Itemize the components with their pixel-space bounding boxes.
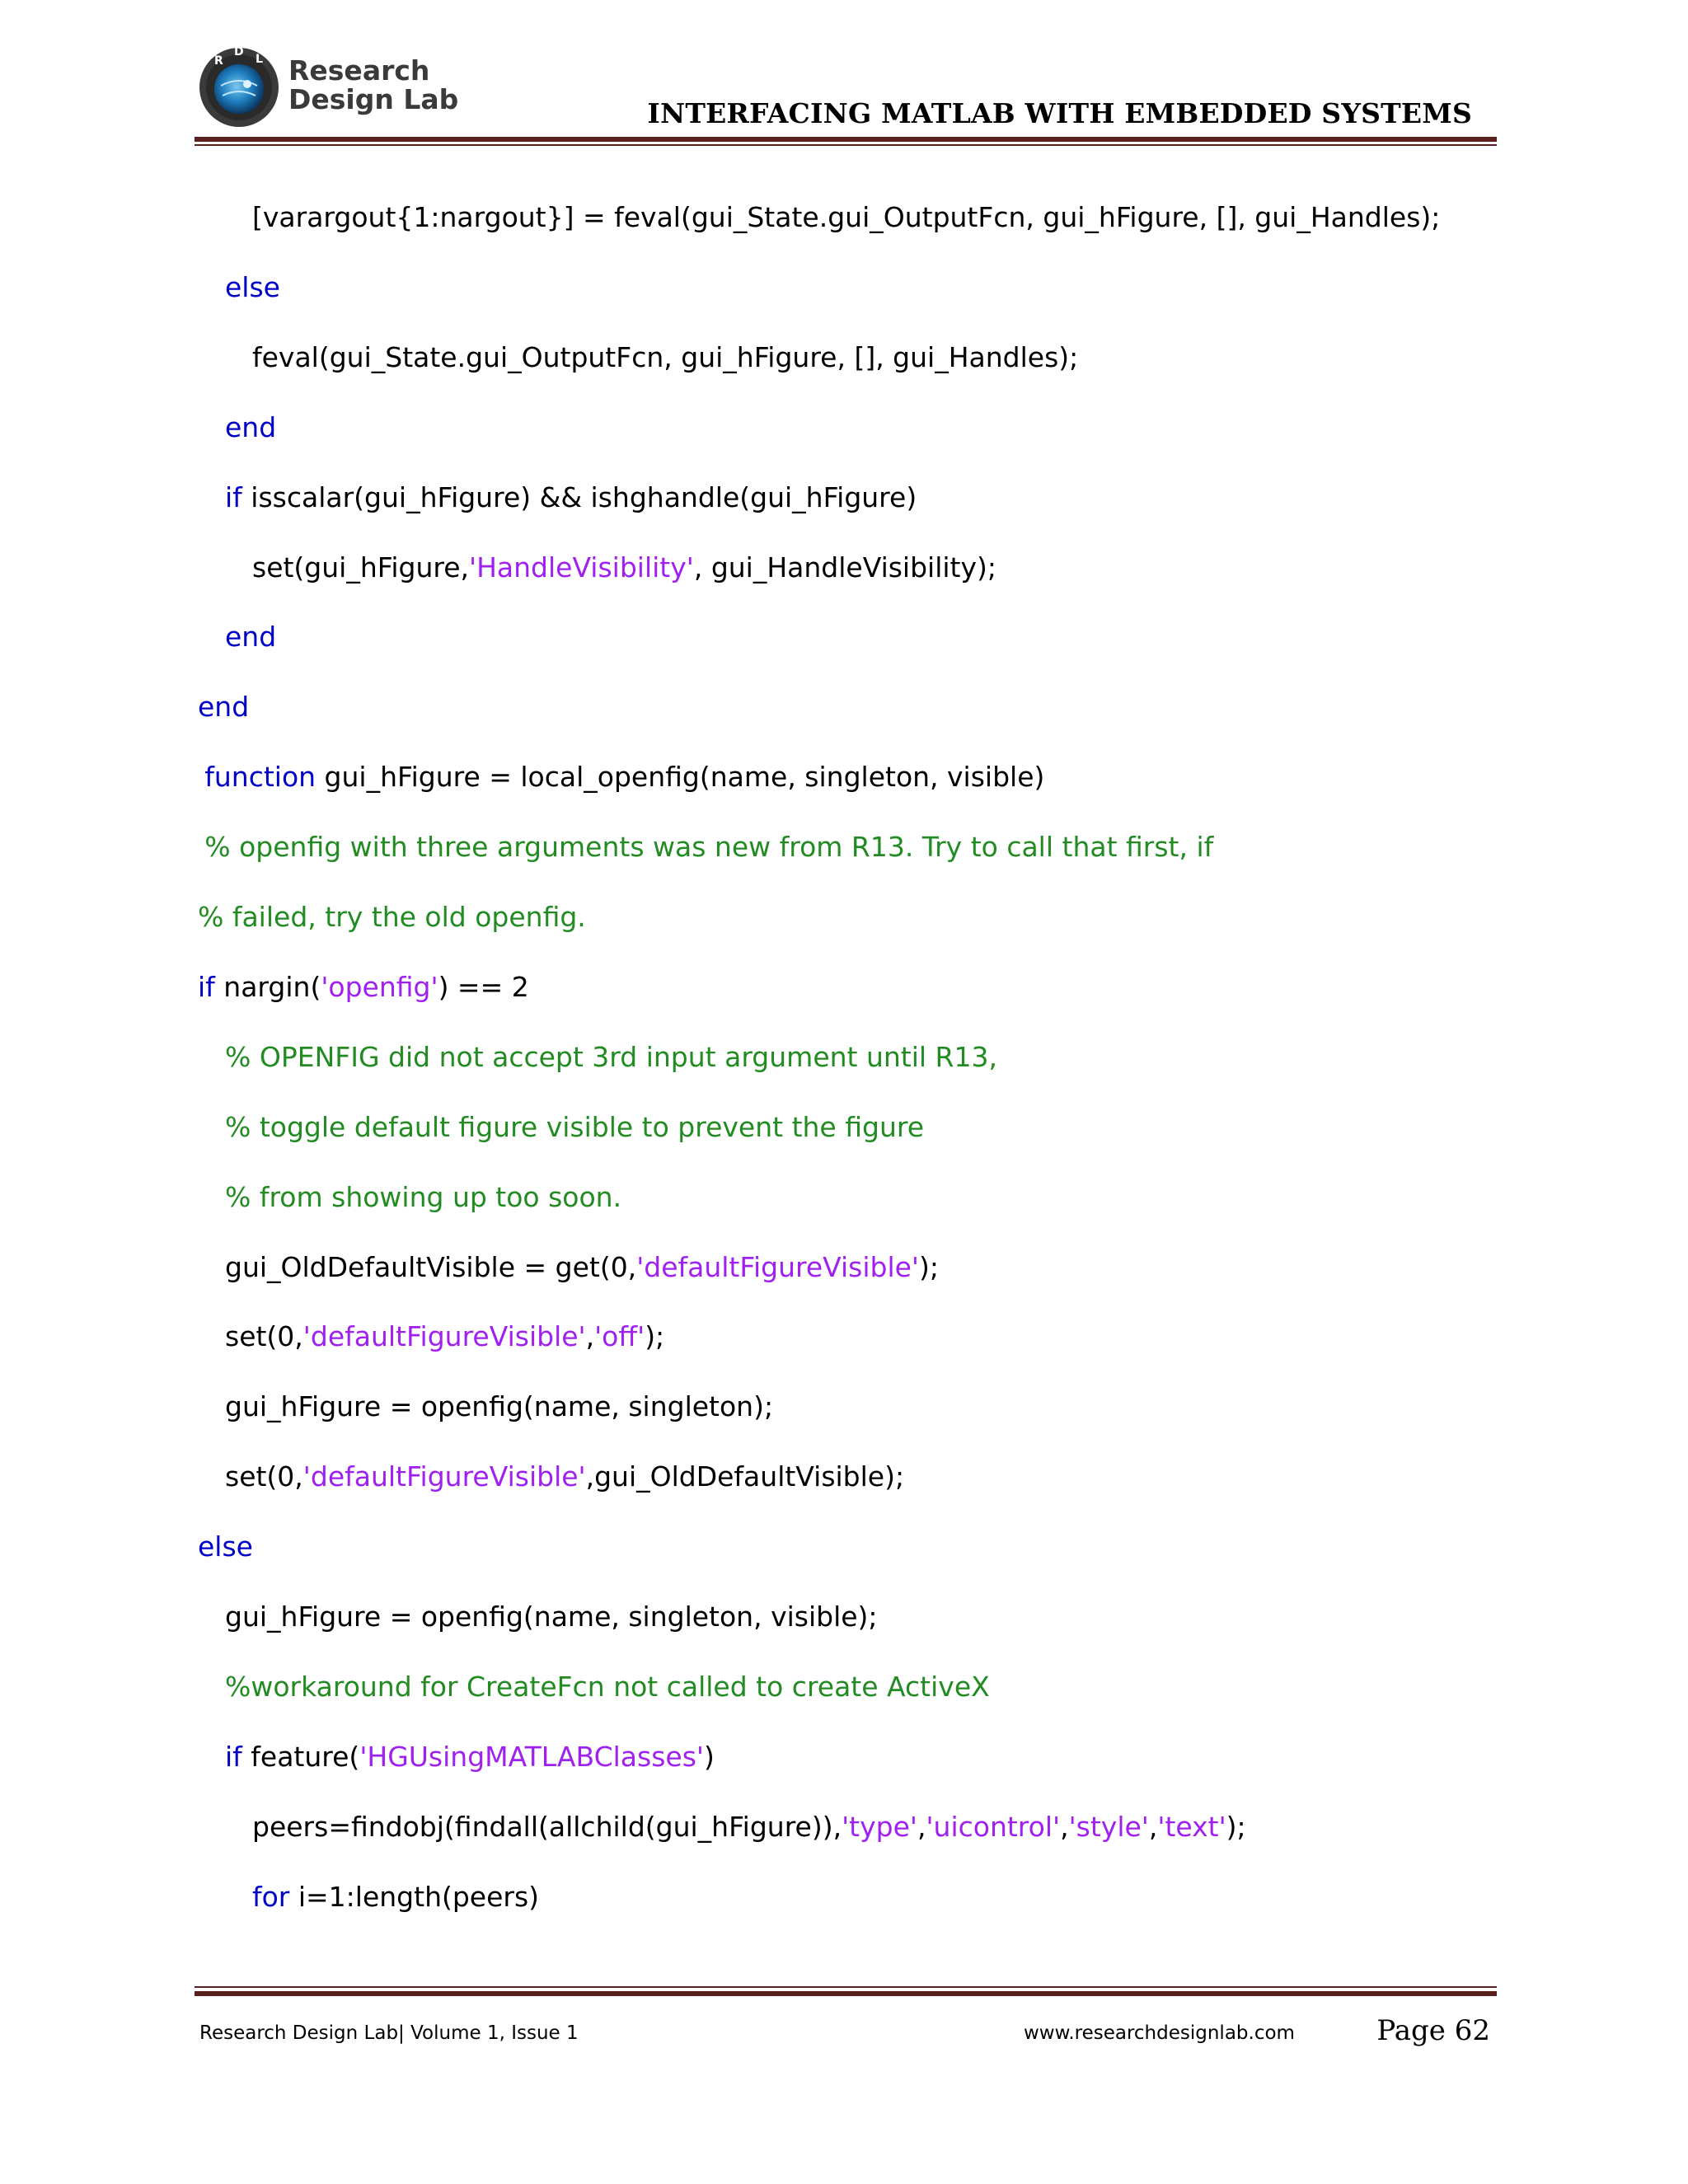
code-line [252, 201, 1440, 234]
code-keyword: function [204, 761, 316, 794]
code-string: 'type' [842, 1810, 917, 1843]
code-text: , [1060, 1810, 1069, 1843]
code-line [225, 1671, 990, 1704]
code-comment: % OPENFIG did not accept 3rd input argument until R13, [225, 1040, 997, 1073]
footer-publication: Research Design Lab| Volume 1, Issue 1 [199, 2022, 579, 2044]
code-text: feature( [241, 1740, 360, 1773]
code-text: ); [645, 1320, 665, 1353]
page-number: Page 62 [1376, 2014, 1490, 2047]
code-text: set(gui_hFigure, [252, 551, 470, 583]
code-text: peers=findobj(findall(allchild(gui_hFigure)), [252, 1810, 842, 1843]
code-line [225, 1251, 939, 1284]
code-text: [varargout{1:nargout}] = feval(gui_State.gui_OutputFcn, gui_hFigure, [], gui_Handles); [252, 201, 1441, 233]
code-text: , [917, 1810, 926, 1843]
code-line [198, 691, 249, 724]
logo-ring-letter-r: R [214, 54, 223, 68]
code-line [204, 761, 1044, 794]
code-string: 'text' [1157, 1810, 1226, 1843]
code-line [225, 1741, 715, 1774]
code-line [225, 481, 917, 514]
code-keyword: end [225, 621, 277, 654]
code-line [225, 1181, 621, 1214]
code-text: ) [703, 1740, 715, 1773]
code-line [252, 1811, 1246, 1844]
code-line [225, 621, 276, 654]
code-string: 'defaultFigureVisible' [302, 1320, 586, 1353]
code-text: , [585, 1320, 595, 1353]
code-keyword: if [225, 480, 242, 513]
code-keyword: if [198, 970, 215, 1003]
code-text: gui_hFigure = openfig(name, singleton, visible); [225, 1601, 878, 1633]
code-string: 'style' [1068, 1810, 1149, 1843]
code-line [204, 831, 1213, 864]
logo-ring-letter-l: L [256, 53, 263, 66]
code-text: feval(gui_State.gui_OutputFcn, gui_hFigure, [], gui_Handles); [252, 340, 1079, 373]
code-text: set(0, [225, 1320, 303, 1353]
code-comment: % toggle default figure visible to prevent the figure [225, 1110, 925, 1143]
code-line [225, 1390, 773, 1423]
logo-line-design-lab: Design Lab [288, 83, 459, 115]
code-string: 'defaultFigureVisible' [636, 1250, 919, 1283]
code-line [198, 971, 529, 1004]
footer-rule-thin [195, 1986, 1497, 1988]
code-string: 'openfig' [321, 970, 438, 1003]
code-line [225, 1601, 878, 1633]
code-line [225, 1460, 904, 1493]
logo-ring-letter-d: D [234, 45, 244, 59]
code-text: ); [1226, 1810, 1246, 1843]
code-text: gui_hFigure = local_openfig(name, singleton, visible) [316, 761, 1045, 794]
code-line [225, 411, 276, 444]
code-text: i=1:length(peers) [289, 1880, 540, 1913]
code-comment: % failed, try the old openfig. [198, 901, 586, 933]
code-string: 'HandleVisibility' [469, 551, 694, 583]
code-text: ); [919, 1250, 939, 1283]
code-line [225, 1041, 997, 1074]
code-string: 'off' [594, 1320, 645, 1353]
code-line [252, 341, 1078, 374]
code-comment: % from showing up too soon. [225, 1180, 622, 1213]
code-keyword: for [252, 1880, 290, 1913]
code-line [198, 1530, 253, 1563]
code-keyword: else [198, 1530, 253, 1563]
code-line [225, 271, 280, 304]
code-keyword: end [198, 691, 250, 724]
code-text: , [1148, 1810, 1158, 1843]
code-line [225, 1111, 924, 1144]
footer-rule [195, 1991, 1497, 1996]
header-title: INTERFACING MATLAB WITH EMBEDDED SYSTEMS [647, 97, 1472, 129]
code-text: set(0, [225, 1460, 303, 1493]
code-string: 'HGUsingMATLABClasses' [359, 1740, 704, 1773]
logo-line-research: Research [288, 54, 430, 87]
code-comment: % openfig with three arguments was new from R13. Try to call that first, if [204, 831, 1214, 864]
code-comment: %workaround for CreateFcn not called to create ActiveX [225, 1670, 990, 1703]
code-string: 'defaultFigureVisible' [302, 1460, 586, 1493]
code-text: ) == 2 [438, 970, 529, 1003]
footer-url-link[interactable]: www.researchdesignlab.com [1024, 2022, 1295, 2044]
code-line [252, 1881, 539, 1914]
code-string: 'uicontrol' [926, 1810, 1061, 1843]
code-text: gui_hFigure = openfig(name, singleton); [225, 1390, 774, 1423]
code-text: isscalar(gui_hFigure) && ishghandle(gui_hFigure) [241, 480, 917, 513]
code-keyword: end [225, 410, 277, 443]
code-text: nargin( [214, 970, 321, 1003]
code-text: , gui_HandleVisibility); [693, 551, 997, 583]
code-text: ,gui_OldDefaultVisible); [585, 1460, 905, 1493]
code-line [252, 551, 996, 584]
code-keyword: else [225, 270, 280, 303]
code-text: gui_OldDefaultVisible = get(0, [225, 1250, 637, 1283]
code-line [225, 1320, 664, 1353]
code-keyword: if [225, 1740, 242, 1773]
code-line [198, 901, 586, 934]
